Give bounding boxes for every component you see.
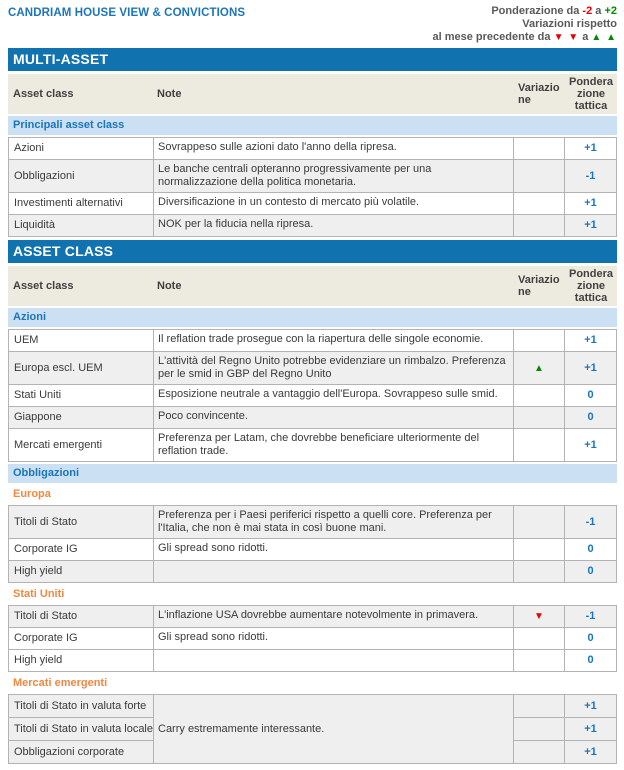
tactical-weight-cell [565, 606, 617, 628]
up-triangle-icon: ▲ [534, 362, 544, 374]
asset-class-cell: Titoli di Stato in valuta locale [9, 718, 154, 741]
note-cell: Preferenza per i Paesi periferici rispetto a quelli core. Preferenza per l'Italia, che non è mai stata in così buone mani. [154, 506, 514, 539]
note-cell: Poco convincente. [154, 407, 514, 429]
section-title-bar: ASSET CLASS [8, 240, 617, 263]
column-header: Variazione [518, 82, 560, 106]
legend-text: a [595, 5, 602, 17]
legend-text: a [582, 31, 589, 43]
variation-cell [514, 628, 565, 650]
asset-class-cell: Titoli di Stato [9, 606, 154, 628]
variation-cell [514, 539, 565, 561]
variation-cell [514, 330, 565, 352]
tactical-weight-cell [565, 718, 617, 741]
variation-cell [514, 650, 565, 672]
note-cell: Il reflation trade prosegue con la riapertura delle singole economie. [154, 330, 514, 352]
table-row [9, 352, 617, 385]
note-cell: Gli spread sono ridotti. [154, 539, 514, 561]
tactical-weight-cell [565, 695, 617, 718]
table-row [9, 606, 617, 628]
tactical-weight-cell [565, 193, 617, 215]
min-weight-value: -2 [582, 5, 593, 17]
column-header: Asset class [13, 88, 74, 100]
weight-value: +1 [584, 361, 597, 374]
group-header-mercati-emergenti: Mercati emergenti [8, 674, 617, 692]
weight-value: -1 [585, 610, 596, 622]
weight-value: 0 [587, 654, 594, 666]
variation-cell [514, 718, 565, 741]
tactical-weight-cell [565, 330, 617, 352]
note-cell: Preferenza per Latam, che dovrebbe beneficiare ulteriormente del reflation trade. [154, 429, 514, 462]
weight-value: -1 [585, 515, 596, 528]
table-row [9, 650, 617, 672]
asset-class-cell: Corporate IG [9, 628, 154, 650]
down-triangle-icon: ▼ [534, 611, 544, 622]
legend-text: al mese precedente da [432, 31, 551, 43]
asset-class-cell: Obbligazioni [9, 160, 154, 193]
note-cell: L'inflazione USA dovrebbe aumentare notevolmente in primavera. [154, 606, 514, 628]
column-header: Asset class [13, 280, 74, 292]
max-weight-value: +2 [604, 5, 617, 17]
row-group [8, 505, 617, 583]
weight-value: +1 [584, 745, 597, 758]
variation-cell [514, 193, 565, 215]
table-row [9, 385, 617, 407]
table-row [9, 138, 617, 160]
asset-class-cell: Corporate IG [9, 539, 154, 561]
note-cell [154, 650, 514, 672]
column-header: Ponderazione tattica [569, 268, 614, 304]
weight-value: +1 [584, 197, 597, 209]
weight-value: 0 [587, 632, 594, 644]
asset-class-cell: Liquidità [9, 215, 154, 237]
variation-cell [514, 352, 565, 385]
weight-value: +1 [584, 219, 597, 231]
variation-cell [514, 695, 565, 718]
asset-class-cell: Azioni [9, 138, 154, 160]
variation-cell [514, 407, 565, 429]
asset-class-cell: High yield [9, 650, 154, 672]
group-header-principali-asset-class: Principali asset class [8, 116, 617, 135]
legend-line-variazioni: Variazioni rispetto [522, 18, 617, 30]
note-cell: Sovrappeso sulle azioni dato l'anno della ripresa. [154, 138, 514, 160]
weight-value: +1 [584, 142, 597, 154]
group-header-azioni: Azioni [8, 308, 617, 327]
top-header [8, 5, 617, 44]
variation-cell [514, 160, 565, 193]
variation-cell [514, 561, 565, 583]
group-header-obbligazioni: Obbligazioni [8, 464, 617, 483]
column-header: Note [157, 280, 182, 292]
tactical-weight-cell [565, 650, 617, 672]
note-cell: Gli spread sono ridotti. [154, 628, 514, 650]
group-header-europa: Europa [8, 485, 617, 503]
weight-value: +1 [584, 438, 597, 451]
weight-value: +1 [584, 699, 597, 712]
asset-class-cell: High yield [9, 561, 154, 583]
tactical-weight-cell [565, 741, 617, 764]
weight-value: +1 [584, 334, 597, 346]
page-title: CANDRIAM HOUSE VIEW & CONVICTIONS [8, 7, 246, 19]
note-cell [154, 561, 514, 583]
down-triangles-icon: ▼ ▼ [553, 32, 580, 43]
tactical-weight-cell [565, 561, 617, 583]
table-row [9, 506, 617, 539]
table-header-row [8, 74, 617, 114]
row-group [8, 137, 617, 237]
tactical-weight-cell [565, 429, 617, 462]
group-header-stati-uniti: Stati Uniti [8, 585, 617, 603]
note-cell: Carry estremamente interessante. [154, 695, 514, 764]
variation-cell [514, 606, 565, 628]
note-cell: Le banche centrali opteranno progressivamente per una normalizzazione della politica monetaria. [154, 160, 514, 193]
table-row [9, 215, 617, 237]
variation-cell [514, 138, 565, 160]
column-header: Note [157, 88, 182, 100]
legend-line-mese [433, 31, 617, 44]
variation-cell [514, 741, 565, 764]
table-row [9, 628, 617, 650]
weight-value: 0 [587, 411, 594, 423]
tables-container [8, 48, 617, 764]
asset-class-cell: Investimenti alternativi [9, 193, 154, 215]
tactical-weight-cell [565, 138, 617, 160]
tactical-weight-cell [565, 160, 617, 193]
table-row [9, 160, 617, 193]
variation-cell [514, 429, 565, 462]
table-row [9, 193, 617, 215]
legend [433, 5, 617, 44]
table-row [9, 561, 617, 583]
variation-cell [514, 506, 565, 539]
variation-cell [514, 215, 565, 237]
merged-row-group [8, 694, 617, 764]
weight-value: -1 [585, 169, 596, 182]
asset-class-cell: Titoli di Stato [9, 506, 154, 539]
weight-value: 0 [587, 389, 594, 401]
section-title-bar: MULTI-ASSET [8, 48, 617, 71]
tactical-weight-cell [565, 539, 617, 561]
table-row [9, 429, 617, 462]
tactical-weight-cell [565, 628, 617, 650]
tactical-weight-cell [565, 506, 617, 539]
table-header-row [8, 266, 617, 306]
column-header: Ponderazione tattica [569, 76, 614, 112]
table-section-asset-class [8, 240, 617, 764]
note-cell: Esposizione neutrale a vantaggio dell'Europa. Sovrappeso sulle smid. [154, 385, 514, 407]
tactical-weight-cell [565, 385, 617, 407]
variation-cell [514, 385, 565, 407]
weight-value: +1 [584, 722, 597, 735]
table-section-multi-asset [8, 48, 617, 237]
asset-class-cell: Stati Uniti [9, 385, 154, 407]
legend-line-ponderazione [433, 5, 617, 18]
tactical-weight-cell [565, 215, 617, 237]
asset-class-cell: Europa escl. UEM [9, 352, 154, 385]
up-triangles-icon: ▲ ▲ [591, 32, 617, 43]
asset-class-cell: Giappone [9, 407, 154, 429]
legend-text: Ponderazione da [491, 5, 580, 17]
row-group [8, 605, 617, 672]
weight-value: 0 [587, 543, 594, 555]
column-header: Variazione [518, 274, 560, 298]
table-row [9, 539, 617, 561]
weight-value: 0 [587, 565, 594, 577]
note-cell: NOK per la fiducia nella ripresa. [154, 215, 514, 237]
row-group [8, 329, 617, 462]
asset-class-cell: Titoli di Stato in valuta forte [9, 695, 154, 718]
note-cell: L'attività del Regno Unito potrebbe evidenziare un rimbalzo. Preferenza per le smid in GBP del Regno Unito [154, 352, 514, 385]
table-row [9, 407, 617, 429]
asset-class-cell: Mercati emergenti [9, 429, 154, 462]
note-cell: Diversificazione in un contesto di mercato più volatile. [154, 193, 514, 215]
asset-class-cell: UEM [9, 330, 154, 352]
table-row [9, 330, 617, 352]
asset-class-cell: Obbligazioni corporate [9, 741, 154, 764]
tactical-weight-cell [565, 352, 617, 385]
tactical-weight-cell [565, 407, 617, 429]
